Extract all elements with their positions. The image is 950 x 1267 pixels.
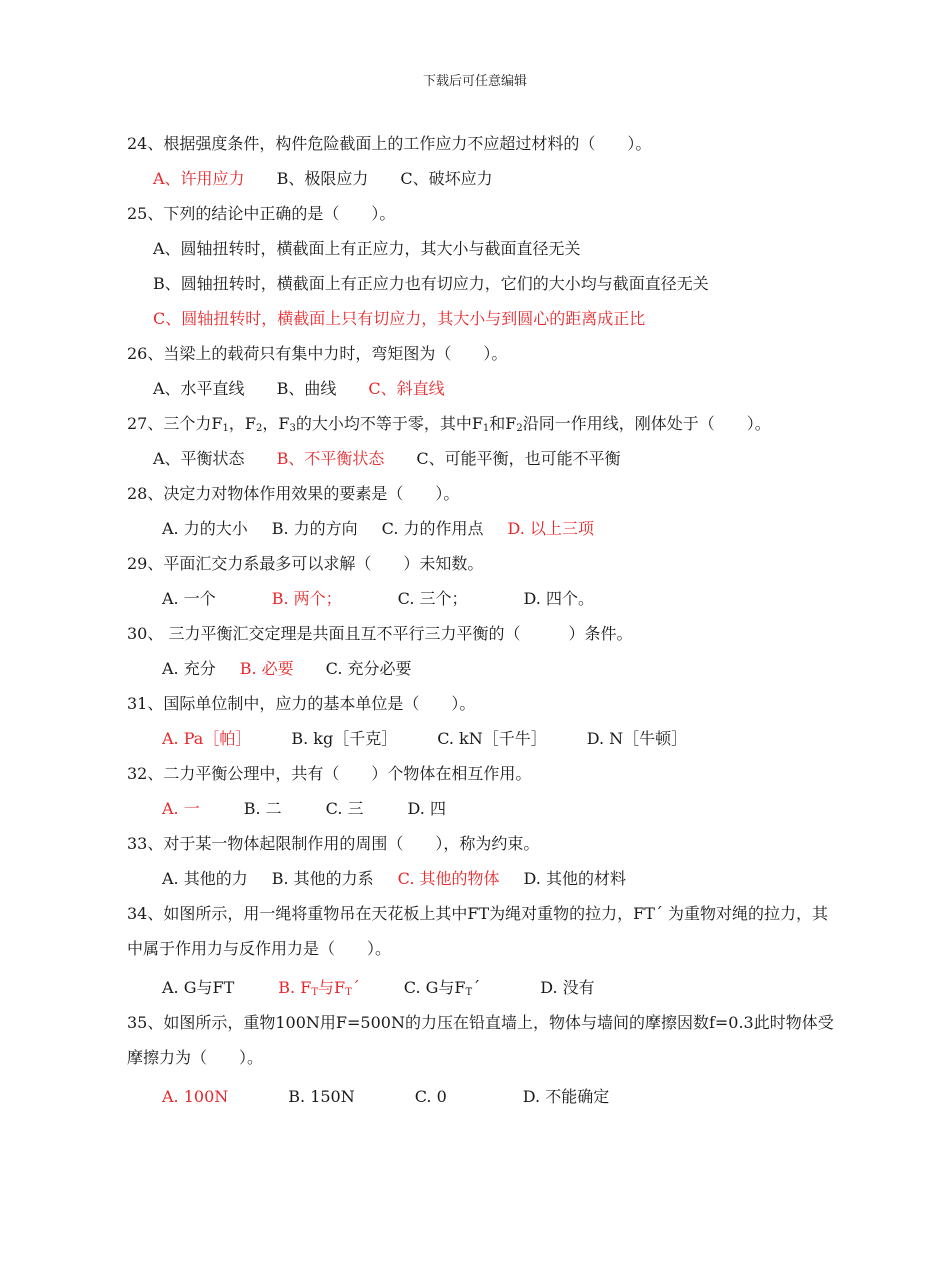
option-27-b: B、不平衡状态 [276, 449, 385, 468]
option-35-d: D. 不能确定 [522, 1087, 610, 1106]
option-30-b: B. 必要 [239, 659, 294, 678]
option-31-a: A. Pa［帕］ [162, 729, 252, 748]
options-24 [127, 168, 897, 203]
option-35-b: B. 150N [288, 1087, 355, 1106]
options-31 [127, 728, 897, 763]
options-29 [127, 588, 897, 623]
q34-c-text: ´ [472, 978, 481, 997]
q27-text: 沿同一作用线，刚体处于（ ）。 [522, 414, 771, 433]
option-35-a: A. 100N [162, 1087, 229, 1106]
option-24-c: C、破坏应力 [400, 169, 493, 188]
question-32: 32、二力平衡公理中，共有（ ）个物体在相互作用。 [127, 764, 532, 783]
option-29-c: C. 三个； [397, 589, 468, 608]
option-33-d: D. 其他的材料 [523, 869, 626, 888]
option-26-b: B、曲线 [276, 379, 337, 398]
question-31: 31、国际单位制中，应力的基本单位是（ ）。 [127, 694, 476, 713]
option-28-d: D. 以上三项 [507, 519, 594, 538]
option-33-b: B. 其他的力系 [271, 869, 374, 888]
q34-b-text: ´ [351, 978, 360, 997]
options-34 [127, 977, 897, 1012]
question-29: 29、平面汇交力系最多可以求解（ ）未知数。 [127, 554, 484, 573]
option-29-d: D. 四个。 [523, 589, 594, 608]
q27-sub: 1 [482, 423, 490, 434]
option-26-a: A、水平直线 [153, 379, 245, 398]
option-34-d: D. 没有 [540, 978, 595, 997]
options-28 [127, 518, 897, 553]
options-27 [127, 448, 897, 483]
option-34-c [404, 977, 480, 1004]
question-34-line-1: 34、如图所示，用一绳将重物吊在天花板上其中FT为绳对重物的拉力，FT´ 为重物对绳的拉力，其 [127, 904, 828, 923]
option-31-b: B. kg［千克］ [291, 729, 398, 748]
option-32-b: B. 二 [243, 799, 282, 818]
option-29-b: B. 两个； [271, 589, 342, 608]
option-25-b: B、圆轴扭转时，横截面上有正应力也有切应力，它们的大小均与截面直径无关 [153, 274, 709, 293]
option-24-b: B、极限应力 [276, 169, 369, 188]
q34-c-text: C. G与F [403, 978, 466, 997]
options-33 [127, 868, 897, 903]
q27-text: ，F [228, 414, 256, 433]
option-30-c: C. 充分必要 [325, 659, 412, 678]
question-33: 33、对于某一物体起限制作用的周围（ ），称为约束。 [127, 834, 540, 853]
options-30 [127, 658, 897, 693]
q34-b-text: 与F [318, 978, 346, 997]
options-26 [127, 378, 897, 413]
option-34-b [278, 977, 359, 1004]
question-30: 30、 三力平衡汇交定理是共面且互不平行三力平衡的（ ）条件。 [127, 624, 633, 643]
options-35 [127, 1086, 897, 1121]
question-35-line-2: 摩擦力为（ ）。 [127, 1048, 264, 1067]
option-28-a: A. 力的大小 [162, 519, 248, 538]
q34-b-sub: T [345, 987, 352, 998]
option-32-d: D. 四 [407, 799, 446, 818]
option-25-a: A、圆轴扭转时，横截面上有正应力，其大小与截面直径无关 [153, 239, 581, 258]
question-list [127, 133, 897, 1121]
option-27-a: A、平衡状态 [153, 449, 245, 468]
option-34-a: A. G与FT [162, 978, 235, 997]
option-28-b: B. 力的方向 [271, 519, 358, 538]
option-31-c: C. kN［千牛］ [437, 729, 547, 748]
q27-text: 的大小均不等于零，其中F [295, 414, 483, 433]
question-24: 24、根据强度条件，构件危险截面上的工作应力不应超过材料的（ ）。 [127, 134, 652, 153]
option-33-c: C. 其他的物体 [397, 869, 500, 888]
q27-text: ，F [262, 414, 290, 433]
option-26-c: C、斜直线 [368, 379, 445, 398]
q34-b-text: B. F [278, 978, 312, 997]
q27-sub: 3 [289, 423, 296, 434]
question-28: 28、决定力对物体作用效果的要素是（ ）。 [127, 484, 460, 503]
option-24-a: A、许用应力 [153, 169, 245, 188]
question-27 [127, 413, 897, 448]
q27-sub: 2 [516, 423, 523, 434]
option-31-d: D. N［牛顿］ [586, 729, 688, 748]
page-header: 下载后可任意编辑 [422, 74, 527, 89]
option-32-c: C. 三 [325, 799, 364, 818]
question-34-line-2: 中属于作用力与反作用力是（ ）。 [127, 939, 392, 958]
question-26: 26、当梁上的载荷只有集中力时，弯矩图为（ ）。 [127, 344, 508, 363]
q34-c-sub: T [465, 987, 473, 998]
option-32-a: A. 一 [162, 799, 200, 818]
options-32 [127, 798, 897, 833]
option-33-a: A. 其他的力 [162, 869, 248, 888]
option-27-c: C、可能平衡，也可能不平衡 [416, 449, 621, 468]
option-35-c: C. 0 [414, 1087, 447, 1106]
q27-text: 27、三个力F [127, 414, 223, 433]
q27-text: 和F [489, 414, 517, 433]
q27-sub: 1 [222, 423, 229, 434]
q34-b-sub: T [311, 987, 318, 998]
question-35-line-1: 35、如图所示，重物100N用F=500N的力压在铅直墙上，物体与墙间的摩擦因数f=0.3此时物体受 [127, 1013, 834, 1032]
option-29-a: A. 一个 [162, 589, 216, 608]
option-28-c: C. 力的作用点 [381, 519, 484, 538]
option-30-a: A. 充分 [162, 659, 216, 678]
q27-sub: 2 [255, 423, 263, 434]
question-25: 25、下列的结论中正确的是（ ）。 [127, 204, 396, 223]
option-25-c: C、圆轴扭转时，横截面上只有切应力，其大小与到圆心的距离成正比 [153, 309, 646, 328]
